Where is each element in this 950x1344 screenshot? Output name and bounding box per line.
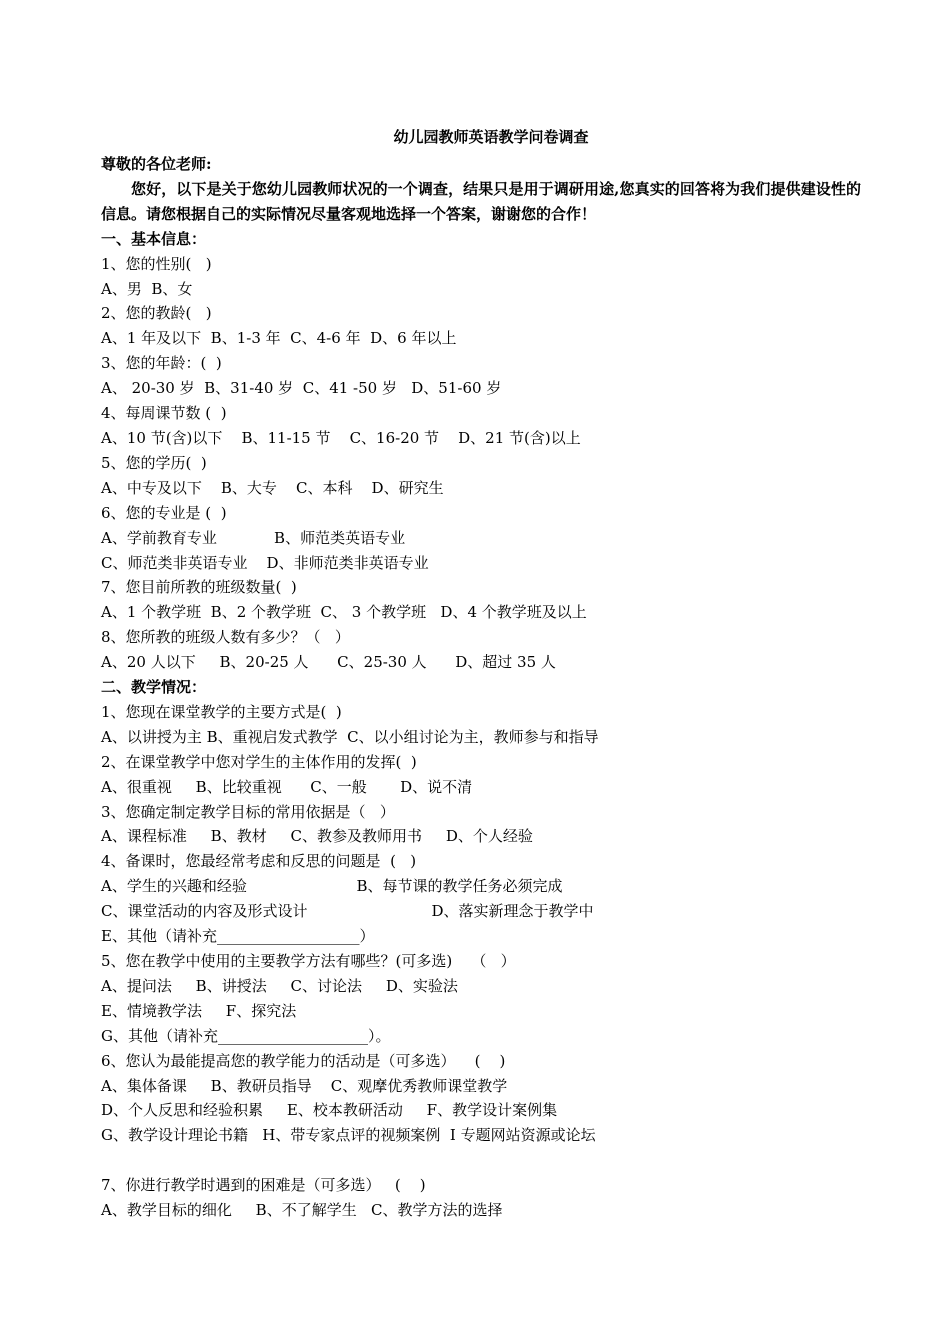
answer-options: G、其他（请补充____________________）。 <box>101 1026 391 1045</box>
section-teaching <box>101 700 861 1148</box>
question-text: 5、您在教学中使用的主要教学方法有哪些？(可多选) （ ） <box>101 952 516 970</box>
question-text: 4、备课时，您最经常考虑和反思的问题是 ( ) <box>101 852 417 871</box>
answer-options: C、师范类非英语专业 D、非师范类非英语专业 <box>101 553 429 572</box>
question-text: 8、您所教的班级人数有多少？（ ） <box>101 628 350 647</box>
answer-options: A、教学目标的细化 B、不了解学生 C、教学方法的选择 <box>101 1201 503 1220</box>
answer-options: A、男 B、女 <box>101 279 193 298</box>
answer-options: A、以讲授为主 B、重视启发式教学 C、以小组讨论为主，教师参与和指导 <box>101 727 599 746</box>
answer-options: D、个人反思和经验积累 E、校本教研活动 F、教学设计案例集 <box>101 1101 558 1120</box>
answer-options: A、很重视 B、比较重视 C、一般 D、说不清 <box>101 777 473 796</box>
answer-options: A、1 个教学班 B、2 个教学班 C、 3 个教学班 D、4 个教学班及以上 <box>101 603 587 622</box>
answer-options: C、课堂活动的内容及形式设计 D、落实新理念于教学中 <box>101 902 594 921</box>
answer-options: A、学生的兴趣和经验 B、每节课的教学任务必须完成 <box>101 877 563 896</box>
section-teaching-continued <box>101 1173 861 1223</box>
question-text: 1、您现在课堂教学的主要方式是( ) <box>101 702 342 721</box>
question-text: 5、您的学历( ) <box>101 453 207 472</box>
intro-paragraph <box>101 177 861 227</box>
intro-line-1: 您好，以下是关于您幼儿园教师状况的一个调查，结果只是用于调研用途,您真实的回答将为我们提 <box>131 179 786 198</box>
answer-options: E、情境教学法 F、探究法 <box>101 1001 297 1020</box>
question-text: 2、您的教龄( ) <box>101 304 212 323</box>
answer-options: A、1 年及以下 B、1-3 年 C、4-6 年 D、6 年以上 <box>101 329 457 348</box>
answer-options: A、集体备课 B、教研员指导 C、观摩优秀教师课堂教学 <box>101 1076 508 1095</box>
answer-options: G、教学设计理论书籍 H、带专家点评的视频案例 I 专题网站资源或论坛 <box>101 1126 596 1145</box>
question-text: 6、您认为最能提高您的教学能力的活动是（可多选） ( ) <box>101 1051 506 1070</box>
question-text: 7、您目前所教的班级数量( ) <box>101 578 297 597</box>
question-text: 1、您的性别( ) <box>101 254 212 273</box>
answer-options: A、课程标准 B、教材 C、教参及教师用书 D、个人经验 <box>101 827 533 846</box>
section-heading-teaching: 二、教学情况： <box>101 678 207 697</box>
salutation: 尊敬的各位老师: <box>101 155 212 173</box>
answer-options: A、20 人以下 B、20-25 人 C、25-30 人 D、超过 35 人 <box>101 653 556 672</box>
question-text: 4、每周课节数 ( ) <box>101 404 227 423</box>
document-page <box>101 126 861 1223</box>
question-text: 3、您确定制定教学目标的常用依据是（ ） <box>101 802 395 821</box>
section-basic-info <box>101 252 861 675</box>
intro-line-2: 供建设性的信息。请您根据自己的实际情况尽量客观地选择一个答案，谢谢您的合作！ <box>101 179 861 223</box>
answer-options: A、提问法 B、讲授法 C、讨论法 D、实验法 <box>101 976 458 995</box>
answer-options: A、中专及以下 B、大专 C、本科 D、研究生 <box>101 478 444 497</box>
question-text: 7、你进行教学时遇到的困难是（可多选） ( ) <box>101 1176 426 1195</box>
answer-options: A、10 节(含)以下 B、11-15 节 C、16-20 节 D、21 节(含)以上 <box>101 428 581 447</box>
question-text: 2、在课堂教学中您对学生的主体作用的发挥( ) <box>101 752 417 771</box>
answer-options: A、学前教育专业 B、师范类英语专业 <box>101 528 406 547</box>
blank-line <box>101 1148 861 1173</box>
section-heading-basic-info: 一、基本信息： <box>101 229 207 248</box>
question-text: 3、您的年龄：( ) <box>101 354 222 373</box>
document-title: 幼儿园教师英语教学问卷调查 <box>393 128 589 146</box>
answer-options: A、 20-30 岁 B、31-40 岁 C、41 -50 岁 D、51-60 岁 <box>101 379 502 398</box>
answer-options: E、其他（请补充___________________） <box>101 927 375 946</box>
question-text: 6、您的专业是 ( ) <box>101 503 227 522</box>
